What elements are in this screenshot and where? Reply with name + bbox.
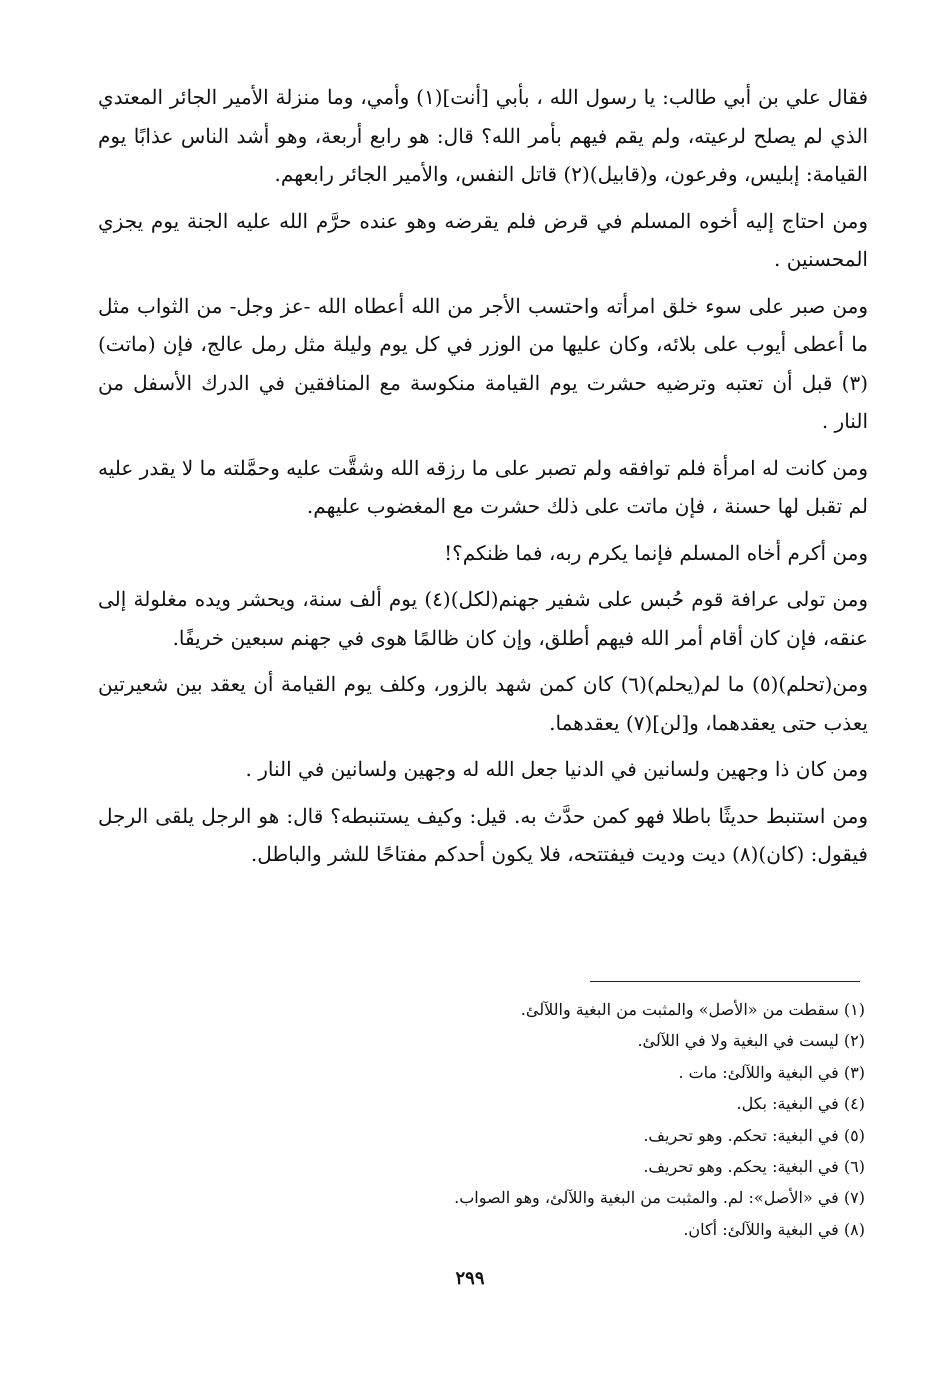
paragraph-1: فقال علي بن أبي طالب: يا رسول الله ، بأبي [أنت](١) وأمي، وما منزلة الأمير الجائر المعتدي الذي لم يصلح لرعيته، ولم يقم فيهم بأمر الله؟ قال: هو رابع أربعة، وهو أشد الناس عذابًا يوم القيامة: إبليس، وفرعون، و(قابيل)(٢) قاتل النفس، والأمير الجائر رابعهم. [98, 85, 868, 186]
footnote-8: (٨) في البغية واللآلئ: أكان. [683, 1219, 865, 1239]
footnote-2: (٢) ليست في البغية ولا في اللآلئ. [637, 1031, 865, 1051]
paragraph-7: ومن(تحلم)(٥) ما لم(يحلم)(٦) كان كمن شهد بالزور، وكلف يوم القيامة أن يعقد بين شعيرتين يعذب حتى يعقدهما، و[لن](٧) يعقدهما. [98, 672, 869, 735]
footnote-6: (٦) في البغية: يحكم. وهو تحريف. [643, 1157, 865, 1177]
paragraph-6: ومن تولى عرافة قوم حُبس على شفير جهنم(لكل)(٤) يوم ألف سنة، ويحشر ويده مغلولة إلى عنقه، فإن كان أقام أمر الله فيهم أطلق، وإن كان ظالمًا هوى في جهنم سبعين خريفًا. [98, 587, 869, 650]
footnote-4: (٤) في البغية: بكل. [736, 1094, 865, 1114]
paragraph-9: ومن استنبط حديثًا باطلا فهو كمن حدَّث به. قيل: وكيف يستنبطه؟ قال: هو الرجل يلقى الرجل فيقول: (كان)(٨) ديت وديت فيفتتحه، فلا يكون أحدكم مفتاحًا للشر والباطل. [98, 803, 868, 866]
footnote-7: (٧) في «الأصل»: لم. والمثبت من البغية واللآلئ، وهو الصواب. [454, 1188, 865, 1208]
paragraph-2: ومن احتاج إليه أخوه المسلم في قرض فلم يقرضه وهو عنده حرَّم الله عليه الجنة يوم يجزي المحسنين . [98, 208, 868, 271]
paragraph-5: ومن أكرم أخاه المسلم فإنما يكرم ربه، فما ظنكم؟! [444, 540, 868, 565]
paragraph-8: ومن كان ذا وجهين ولسانين في الدنيا جعل الله له وجهين ولسانين في النار . [245, 757, 868, 781]
footnote-3: (٣) في البغية واللآلئ: مات . [678, 1062, 865, 1082]
footnotes [300, 994, 865, 1245]
footnote-divider [590, 981, 860, 982]
footnote-5: (٥) في البغية: تحكم. وهو تحريف. [643, 1125, 865, 1145]
main-text [98, 78, 868, 882]
paragraph-4: ومن كانت له امرأة فلم توافقه ولم تصبر على ما رزقه الله وشقَّت عليه وحمَّلته ما لا يقدر عليه لم تقبل لها حسنة ، فإن ماتت على ذلك حشرت مع المغضوب عليهم. [98, 455, 868, 518]
page-number: ٢٩٩ [455, 1268, 485, 1289]
footnote-1: (١) سقطت من «الأصل» والمثبت من البغية واللآلئ. [520, 1000, 865, 1019]
paragraph-3: ومن صبر على سوء خلق امرأته واحتسب الأجر من الله أعطاه الله -عز وجل- من الثواب مثل ما أعطى أيوب على بلائه، وكان عليها من الوزر في كل يوم وليلة مثل رمل عالج، فإن (ماتت)(٣) قبل أن تعتبه وترضيه حشرت يوم القيامة منكوسة مع المنافقين في الدرك الأسفل من النار . [98, 293, 868, 433]
